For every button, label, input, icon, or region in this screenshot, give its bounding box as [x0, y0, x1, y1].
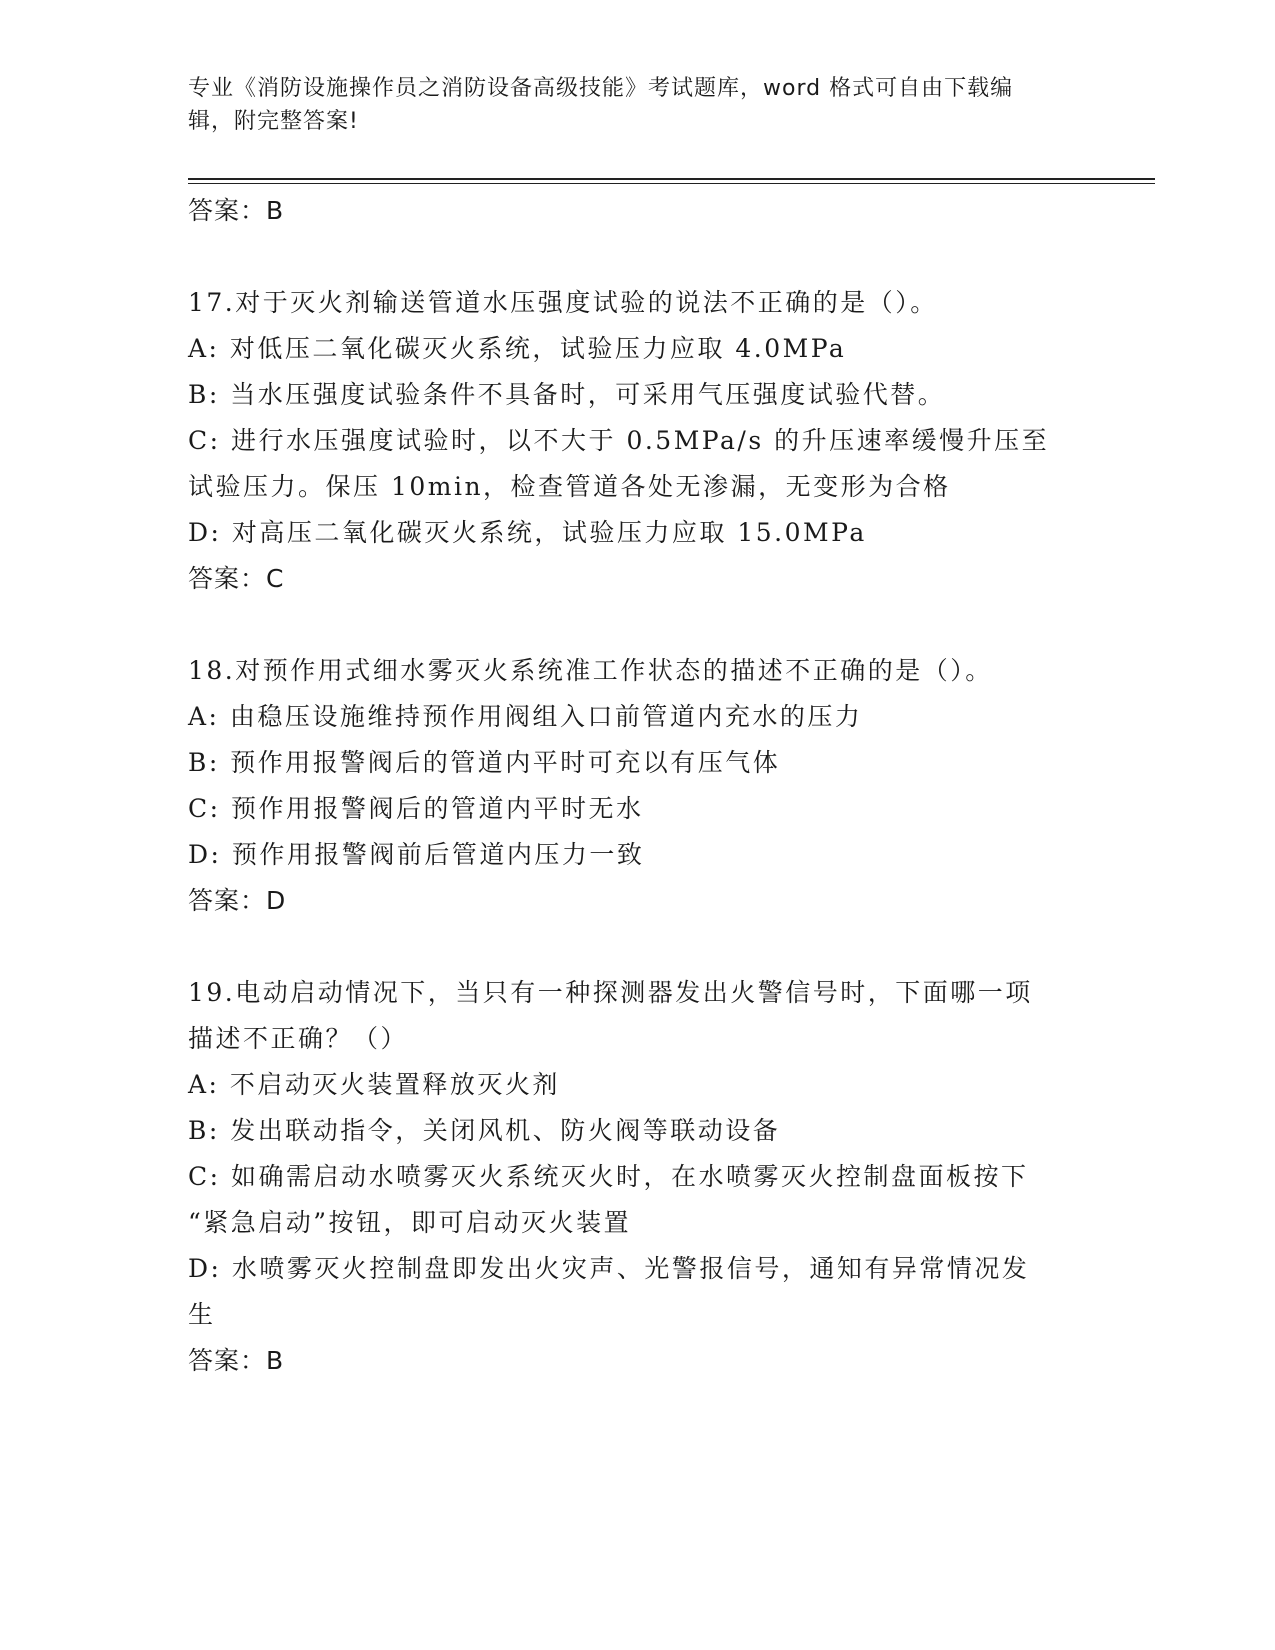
option-a: A: 不启动灭火装置释放灭火剂 [188, 1070, 560, 1099]
option-c-continued: 试验压力。保压 10min，检查管道各处无渗漏，无变形为合格 [188, 472, 951, 501]
option-d: D: 对高压二氧化碳灭火系统，试验压力应取 15.0MPa [188, 518, 867, 547]
question-content [188, 188, 1088, 1384]
answer: 答案：D [188, 886, 287, 915]
option-a: A: 由稳压设施维持预作用阀组入口前管道内充水的压力 [188, 702, 863, 731]
answer: 答案：C [188, 564, 285, 593]
question-stem-continued: 描述不正确？（） [188, 1024, 409, 1053]
option-b: B: 预作用报警阀后的管道内平时可充以有压气体 [188, 748, 781, 777]
header-line-1: 专业《消防设施操作员之消防设备高级技能》考试题库，word 格式可自由下载编 [188, 76, 1014, 101]
question-19 [188, 970, 1088, 1384]
header-divider-thick [188, 178, 1155, 180]
option-b: B: 当水压强度试验条件不具备时，可采用气压强度试验代替。 [188, 380, 946, 409]
option-c-continued: “紧急启动”按钮，即可启动灭火装置 [188, 1208, 632, 1237]
document-header [188, 72, 1088, 138]
answer: 答案：B [188, 1346, 285, 1375]
option-d: D: 水喷雾灭火控制盘即发出火灾声、光警报信号，通知有异常情况发 [188, 1254, 1030, 1283]
option-d: D: 预作用报警阀前后管道内压力一致 [188, 840, 645, 869]
question-stem: 18.对预作用式细水雾灭火系统准工作状态的描述不正确的是（）。 [188, 656, 993, 685]
previous-answer: 答案：B [188, 196, 285, 225]
question-18 [188, 648, 1088, 924]
question-stem: 17.对于灭火剂输送管道水压强度试验的说法不正确的是（）。 [188, 288, 938, 317]
option-c: C: 如确需启动水喷雾灭火系统灭火时，在水喷雾灭火控制盘面板按下 [188, 1162, 1029, 1191]
question-stem: 19.电动启动情况下，当只有一种探测器发出火警信号时，下面哪一项 [188, 978, 1033, 1007]
header-line-2: 辑，附完整答案! [188, 109, 359, 134]
option-c: C: 预作用报警阀后的管道内平时无水 [188, 794, 644, 823]
header-divider-thin [188, 183, 1155, 184]
question-17 [188, 280, 1088, 602]
option-a: A: 对低压二氧化碳灭火系统，试验压力应取 4.0MPa [188, 334, 847, 363]
option-c: C: 进行水压强度试验时，以不大于 0.5MPa/s 的升压速率缓慢升压至 [188, 426, 1050, 455]
option-d-continued: 生 [188, 1300, 216, 1329]
option-b: B: 发出联动指令，关闭风机、防火阀等联动设备 [188, 1116, 781, 1145]
